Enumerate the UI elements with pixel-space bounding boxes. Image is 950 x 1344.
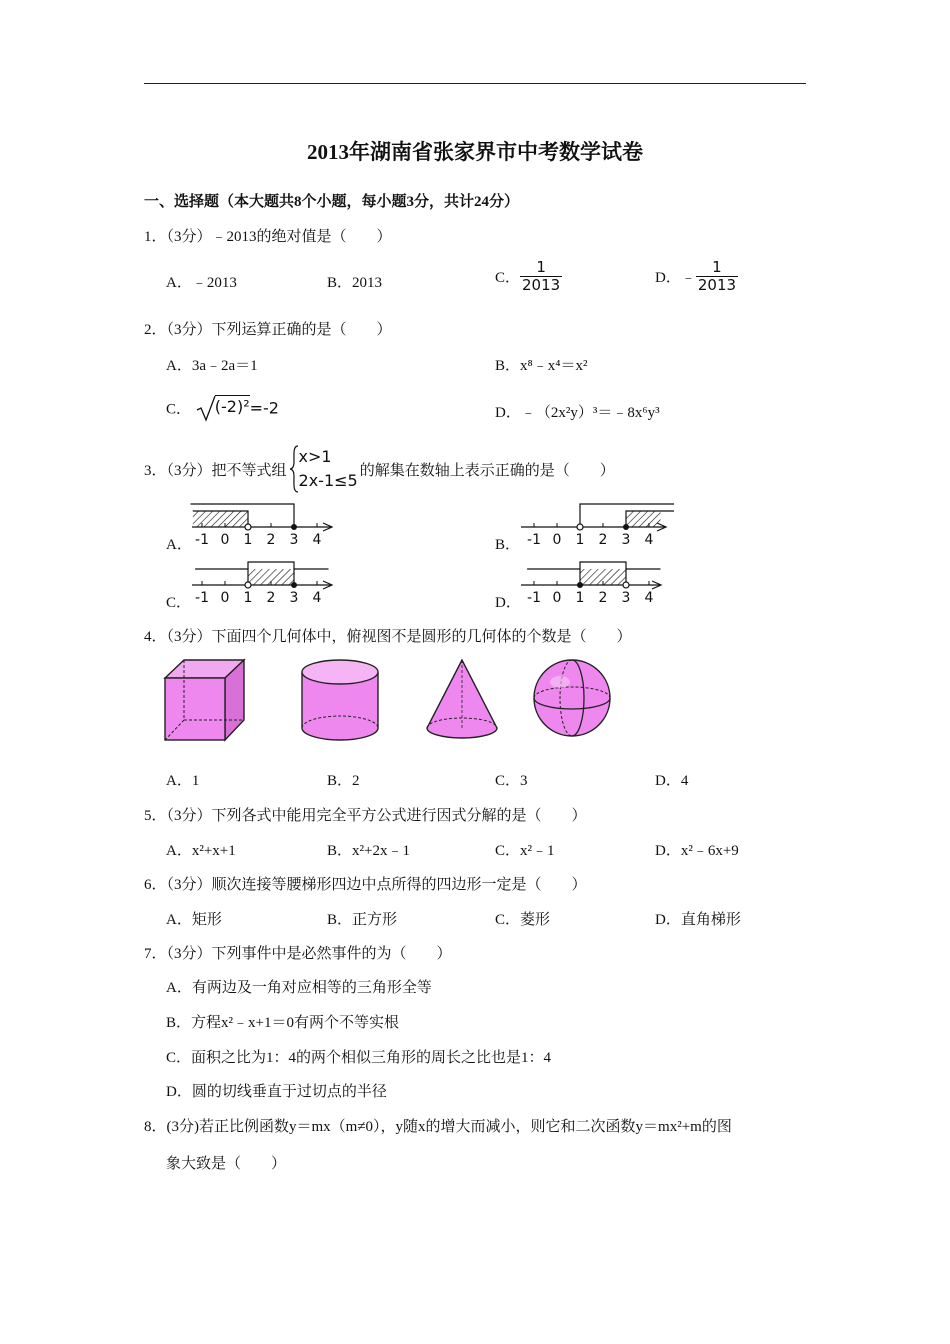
tick-label: 3 [621, 590, 631, 606]
q2-a-expr: 3a﹣2a＝1 [191, 358, 258, 374]
q1-d-numerator: 1 [712, 258, 722, 276]
q1-c-denominator: 2013 [522, 276, 561, 294]
q4-option-c: C．3 [495, 773, 528, 789]
tick-label: 2 [598, 532, 608, 548]
q5-option-d: D．x²﹣6x+9 [655, 843, 739, 859]
q2-a-label: A． [166, 358, 192, 374]
section-heading: 一、选择题（本大题共8个小题，每小题3分，共计24分） [144, 194, 520, 210]
q1-d-denominator: 2013 [697, 276, 737, 294]
q1-option-d-fraction [696, 259, 738, 294]
q3-number-line-b [519, 498, 674, 550]
q4-option-d: D．4 [655, 773, 689, 789]
solution-region [248, 569, 294, 585]
tick-label: 1 [575, 532, 585, 548]
q5-stem: 5．（3分）下列各式中能用完全平方公式进行因式分解的是（ ） [144, 808, 587, 824]
q2-d-expr: ﹣（2x²y）³＝﹣8x⁶y³ [520, 405, 660, 421]
q1-option-d-sign: ﹣ [680, 270, 696, 286]
q1-option-c [495, 259, 562, 294]
q3-number-line-c [190, 556, 340, 608]
tick-label: -1 [195, 590, 209, 606]
q3-option-a-label: A． [166, 537, 192, 553]
q2-b-expr: x⁸﹣x⁴＝x² [520, 358, 588, 374]
tick-label: 0 [220, 532, 230, 548]
brace-icon [289, 444, 299, 494]
q8-stem-line2: 象大致是（ ） [166, 1156, 287, 1172]
q2-option-d [495, 401, 660, 422]
tick-label: 2 [266, 532, 276, 548]
tick-label: 4 [312, 590, 322, 606]
open-point [577, 524, 583, 530]
q6-stem: 6．（3分）顺次连接等腰梯形四边中点所得的四边形一定是（ ） [144, 877, 587, 893]
q6-option-c: C．菱形 [495, 912, 551, 928]
q7-option-c: C．面积之比为1：4的两个相似三角形的周长之比也是1：4 [166, 1050, 552, 1066]
q4-option-a: A．1 [166, 773, 200, 789]
q7-option-b: B．方程x²﹣x+1＝0有两个不等实根 [166, 1015, 399, 1031]
region-bound [580, 562, 626, 569]
q2-stem: 2．（3分）下列运算正确的是（ ） [144, 322, 392, 338]
q3-number-line-a [190, 498, 340, 550]
q2-c-label: C． [166, 401, 192, 418]
q1-c-numerator: 1 [536, 258, 546, 276]
q5-option-a: A．x²+x+1 [166, 843, 236, 859]
q2-c-radicand: (-2)² [214, 396, 250, 416]
tick-label: 0 [552, 532, 562, 548]
q3-number-line-d [519, 556, 669, 608]
tick-label: 4 [312, 532, 322, 548]
q1-stem: 1．（3分）﹣2013的绝对值是（ ） [144, 229, 392, 245]
q1-option-c-label: C． [495, 270, 521, 286]
sphere-icon [530, 656, 614, 740]
q1-option-c-fraction [520, 259, 562, 294]
q3-stem-suffix: 的解集在数轴上表示正确的是（ ） [359, 462, 615, 479]
q2-option-a [166, 354, 258, 375]
q2-d-label: D． [495, 405, 521, 421]
tick-label: 2 [266, 590, 276, 606]
tick-label: 1 [575, 590, 585, 606]
closed-point [291, 524, 297, 530]
tick-label: 4 [644, 590, 654, 606]
q1-option-d [655, 259, 738, 294]
tick-label: 4 [644, 532, 654, 548]
page-title: 2013年湖南省张家界市中考数学试卷 [307, 140, 643, 164]
region-bound [527, 569, 580, 585]
q3-option-c-label: C． [166, 595, 192, 611]
sqrt-icon [195, 394, 217, 422]
region-bound [195, 569, 248, 585]
tick-label: 0 [552, 590, 562, 606]
q6-option-b: B．正方形 [327, 912, 398, 928]
tick-label: -1 [527, 532, 541, 548]
solution-region [193, 511, 248, 527]
closed-point [291, 582, 297, 588]
q3-stem [144, 443, 615, 495]
q6-option-a: A．矩形 [166, 912, 222, 928]
tick-label: 3 [289, 532, 299, 548]
q3-sys-line1: x>1 [298, 447, 332, 466]
closed-point [577, 582, 583, 588]
q1-option-b: B．2013 [327, 275, 383, 291]
tick-label: 2 [598, 590, 608, 606]
q3-option-d-label: D． [495, 595, 521, 611]
q2-b-label: B． [495, 358, 521, 374]
q4-stem: 4．（3分）下面四个几何体中，俯视图不是圆形的几何体的个数是（ ） [144, 629, 632, 645]
tick-label: 0 [220, 590, 230, 606]
q2-c-rest: =-2 [249, 398, 279, 418]
q1-option-d-label: D． [655, 270, 681, 286]
q5-option-b: B．x²+2x﹣1 [327, 843, 410, 859]
q4-option-b: B．2 [327, 773, 360, 789]
header-rule [144, 83, 806, 84]
open-point [623, 582, 629, 588]
q6-option-d: D．直角梯形 [655, 912, 741, 928]
q2-c-radical [195, 394, 279, 422]
tick-label: 1 [243, 532, 253, 548]
tick-label: -1 [527, 590, 541, 606]
q7-stem: 7．（3分）下列事件中是必然事件的为（ ） [144, 946, 452, 962]
q3-stem-prefix: 3．（3分）把不等式组 [144, 462, 287, 479]
region-bound [248, 562, 294, 569]
q7-option-a: A．有两边及一角对应相等的三角形全等 [166, 980, 432, 996]
tick-label: -1 [195, 532, 209, 548]
q3-sys-line2: 2x-1≤5 [298, 471, 358, 490]
open-point [245, 524, 251, 530]
tick-label: 1 [243, 590, 253, 606]
q7-option-d: D．圆的切线垂直于过切点的半径 [166, 1084, 387, 1100]
cube-icon [162, 656, 248, 744]
tick-label: 3 [289, 590, 299, 606]
cylinder-icon [298, 656, 382, 744]
solution-region [626, 511, 661, 527]
q8-stem-line1: 8．(3分)若正比例函数y＝mx（m≠0），y随x的增大而减小，则它和二次函数y＝mx²+m的图 [144, 1119, 732, 1135]
q3-inequality-system [289, 444, 358, 494]
q3-option-b-label: B． [495, 537, 521, 553]
q1-option-a: A．﹣2013 [166, 275, 237, 291]
tick-label: 3 [621, 532, 631, 548]
cone-icon [424, 656, 500, 744]
q2-option-b [495, 354, 587, 375]
solution-region [580, 569, 626, 585]
q2-option-c [166, 394, 279, 424]
region-bound [294, 569, 329, 585]
open-point [245, 582, 251, 588]
closed-point [623, 524, 629, 530]
q5-option-c: C．x²﹣1 [495, 843, 555, 859]
